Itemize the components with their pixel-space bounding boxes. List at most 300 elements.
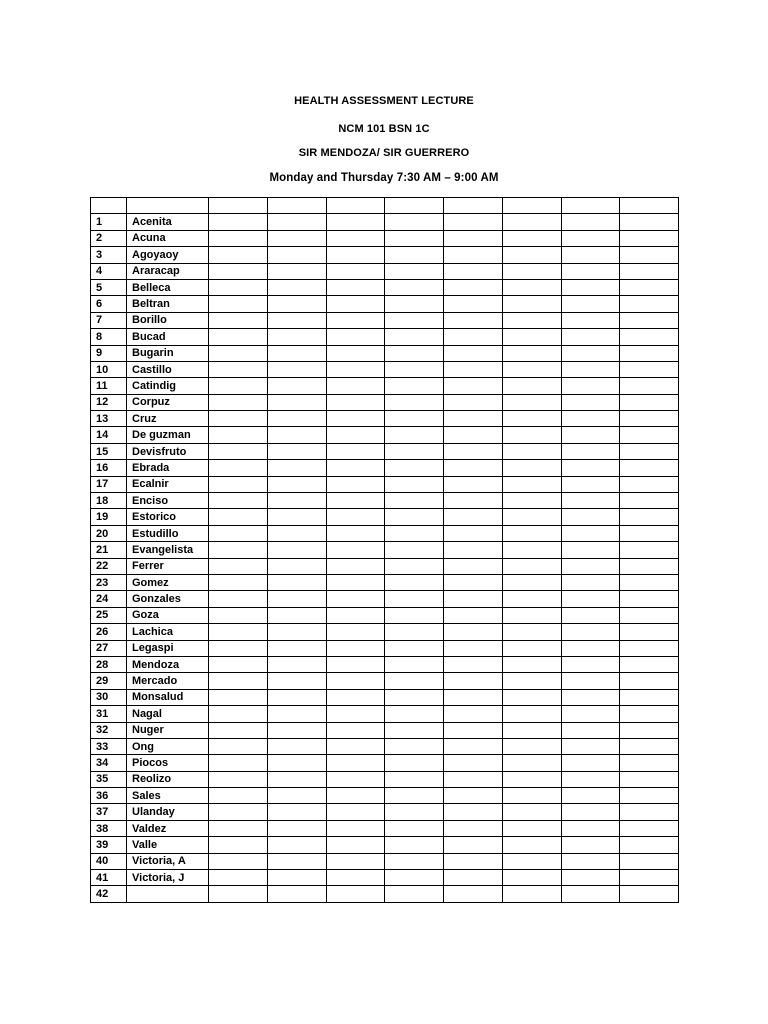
attendance-cell[interactable] bbox=[561, 706, 620, 722]
attendance-cell[interactable] bbox=[267, 574, 326, 590]
attendance-cell[interactable] bbox=[444, 214, 503, 230]
attendance-cell[interactable] bbox=[209, 755, 268, 771]
attendance-cell[interactable] bbox=[620, 345, 679, 361]
attendance-cell[interactable] bbox=[444, 361, 503, 377]
attendance-cell[interactable] bbox=[326, 296, 385, 312]
attendance-cell[interactable] bbox=[326, 771, 385, 787]
attendance-cell[interactable] bbox=[385, 706, 444, 722]
attendance-cell[interactable] bbox=[267, 837, 326, 853]
attendance-cell[interactable] bbox=[444, 411, 503, 427]
attendance-cell[interactable] bbox=[561, 427, 620, 443]
attendance-cell[interactable] bbox=[385, 312, 444, 328]
attendance-cell[interactable] bbox=[444, 788, 503, 804]
attendance-cell[interactable] bbox=[326, 640, 385, 656]
attendance-cell[interactable] bbox=[267, 706, 326, 722]
attendance-cell[interactable] bbox=[561, 640, 620, 656]
attendance-cell[interactable] bbox=[502, 853, 561, 869]
attendance-cell[interactable] bbox=[444, 886, 503, 902]
attendance-cell[interactable] bbox=[620, 820, 679, 836]
attendance-cell[interactable] bbox=[385, 378, 444, 394]
attendance-cell[interactable] bbox=[326, 624, 385, 640]
attendance-cell[interactable] bbox=[209, 345, 268, 361]
attendance-cell[interactable] bbox=[209, 378, 268, 394]
attendance-cell[interactable] bbox=[620, 837, 679, 853]
attendance-cell[interactable] bbox=[444, 640, 503, 656]
attendance-cell[interactable] bbox=[444, 279, 503, 295]
attendance-cell[interactable] bbox=[267, 771, 326, 787]
attendance-cell[interactable] bbox=[209, 788, 268, 804]
attendance-cell[interactable] bbox=[620, 460, 679, 476]
attendance-cell[interactable] bbox=[561, 591, 620, 607]
attendance-cell[interactable] bbox=[502, 837, 561, 853]
attendance-cell[interactable] bbox=[209, 574, 268, 590]
attendance-cell[interactable] bbox=[267, 460, 326, 476]
attendance-cell[interactable] bbox=[561, 886, 620, 902]
attendance-cell[interactable] bbox=[326, 886, 385, 902]
attendance-cell[interactable] bbox=[620, 361, 679, 377]
attendance-cell[interactable] bbox=[209, 673, 268, 689]
attendance-cell[interactable] bbox=[267, 656, 326, 672]
attendance-cell[interactable] bbox=[326, 656, 385, 672]
attendance-cell[interactable] bbox=[502, 443, 561, 459]
attendance-cell[interactable] bbox=[620, 279, 679, 295]
attendance-cell[interactable] bbox=[502, 263, 561, 279]
attendance-cell[interactable] bbox=[502, 574, 561, 590]
attendance-cell[interactable] bbox=[267, 689, 326, 705]
attendance-cell[interactable] bbox=[502, 624, 561, 640]
attendance-cell[interactable] bbox=[267, 853, 326, 869]
attendance-cell[interactable] bbox=[209, 509, 268, 525]
attendance-cell[interactable] bbox=[209, 247, 268, 263]
attendance-cell[interactable] bbox=[385, 279, 444, 295]
attendance-cell[interactable] bbox=[209, 460, 268, 476]
attendance-cell[interactable] bbox=[444, 591, 503, 607]
attendance-cell[interactable] bbox=[561, 230, 620, 246]
attendance-cell[interactable] bbox=[326, 460, 385, 476]
attendance-cell[interactable] bbox=[209, 296, 268, 312]
attendance-cell[interactable] bbox=[620, 640, 679, 656]
attendance-cell[interactable] bbox=[620, 804, 679, 820]
attendance-cell[interactable] bbox=[326, 870, 385, 886]
attendance-cell[interactable] bbox=[502, 312, 561, 328]
attendance-cell[interactable] bbox=[267, 361, 326, 377]
attendance-cell[interactable] bbox=[209, 427, 268, 443]
attendance-cell[interactable] bbox=[561, 296, 620, 312]
attendance-cell[interactable] bbox=[326, 804, 385, 820]
attendance-cell[interactable] bbox=[502, 591, 561, 607]
attendance-cell[interactable] bbox=[267, 345, 326, 361]
attendance-cell[interactable] bbox=[620, 656, 679, 672]
attendance-cell[interactable] bbox=[620, 689, 679, 705]
attendance-cell[interactable] bbox=[326, 853, 385, 869]
attendance-cell[interactable] bbox=[267, 263, 326, 279]
attendance-cell[interactable] bbox=[444, 804, 503, 820]
attendance-cell[interactable] bbox=[385, 689, 444, 705]
attendance-cell[interactable] bbox=[502, 230, 561, 246]
attendance-cell[interactable] bbox=[267, 738, 326, 754]
attendance-cell[interactable] bbox=[561, 788, 620, 804]
attendance-cell[interactable] bbox=[209, 443, 268, 459]
attendance-cell[interactable] bbox=[502, 673, 561, 689]
attendance-cell[interactable] bbox=[502, 755, 561, 771]
attendance-cell[interactable] bbox=[620, 673, 679, 689]
attendance-cell[interactable] bbox=[267, 312, 326, 328]
attendance-cell[interactable] bbox=[502, 886, 561, 902]
attendance-cell[interactable] bbox=[502, 542, 561, 558]
attendance-cell[interactable] bbox=[385, 296, 444, 312]
attendance-cell[interactable] bbox=[385, 476, 444, 492]
attendance-cell[interactable] bbox=[267, 394, 326, 410]
attendance-cell[interactable] bbox=[561, 443, 620, 459]
attendance-cell[interactable] bbox=[326, 394, 385, 410]
attendance-cell[interactable] bbox=[209, 214, 268, 230]
attendance-cell[interactable] bbox=[209, 886, 268, 902]
attendance-cell[interactable] bbox=[385, 542, 444, 558]
attendance-cell[interactable] bbox=[561, 837, 620, 853]
attendance-cell[interactable] bbox=[620, 378, 679, 394]
attendance-cell[interactable] bbox=[209, 591, 268, 607]
attendance-cell[interactable] bbox=[502, 706, 561, 722]
attendance-cell[interactable] bbox=[561, 607, 620, 623]
attendance-cell[interactable] bbox=[385, 656, 444, 672]
attendance-cell[interactable] bbox=[561, 525, 620, 541]
attendance-cell[interactable] bbox=[267, 378, 326, 394]
attendance-cell[interactable] bbox=[502, 361, 561, 377]
attendance-cell[interactable] bbox=[209, 820, 268, 836]
attendance-cell[interactable] bbox=[385, 837, 444, 853]
attendance-cell[interactable] bbox=[444, 542, 503, 558]
attendance-cell[interactable] bbox=[502, 296, 561, 312]
attendance-cell[interactable] bbox=[326, 722, 385, 738]
attendance-cell[interactable] bbox=[209, 476, 268, 492]
attendance-cell[interactable] bbox=[502, 738, 561, 754]
attendance-cell[interactable] bbox=[561, 329, 620, 345]
attendance-cell[interactable] bbox=[326, 689, 385, 705]
attendance-cell[interactable] bbox=[209, 853, 268, 869]
attendance-cell[interactable] bbox=[620, 755, 679, 771]
attendance-cell[interactable] bbox=[620, 870, 679, 886]
attendance-cell[interactable] bbox=[561, 574, 620, 590]
attendance-cell[interactable] bbox=[385, 493, 444, 509]
attendance-cell[interactable] bbox=[326, 509, 385, 525]
attendance-cell[interactable] bbox=[326, 755, 385, 771]
attendance-cell[interactable] bbox=[326, 591, 385, 607]
attendance-cell[interactable] bbox=[444, 509, 503, 525]
attendance-cell[interactable] bbox=[502, 656, 561, 672]
attendance-cell[interactable] bbox=[620, 493, 679, 509]
attendance-cell[interactable] bbox=[267, 788, 326, 804]
attendance-cell[interactable] bbox=[561, 722, 620, 738]
attendance-cell[interactable] bbox=[620, 738, 679, 754]
attendance-cell[interactable] bbox=[267, 591, 326, 607]
attendance-cell[interactable] bbox=[444, 378, 503, 394]
attendance-cell[interactable] bbox=[267, 329, 326, 345]
attendance-cell[interactable] bbox=[209, 689, 268, 705]
attendance-cell[interactable] bbox=[267, 411, 326, 427]
attendance-cell[interactable] bbox=[502, 558, 561, 574]
attendance-cell[interactable] bbox=[620, 542, 679, 558]
attendance-cell[interactable] bbox=[385, 443, 444, 459]
attendance-cell[interactable] bbox=[561, 312, 620, 328]
attendance-cell[interactable] bbox=[385, 738, 444, 754]
attendance-cell[interactable] bbox=[326, 476, 385, 492]
attendance-cell[interactable] bbox=[561, 247, 620, 263]
attendance-cell[interactable] bbox=[209, 361, 268, 377]
attendance-cell[interactable] bbox=[444, 493, 503, 509]
attendance-cell[interactable] bbox=[502, 329, 561, 345]
attendance-cell[interactable] bbox=[444, 296, 503, 312]
attendance-cell[interactable] bbox=[267, 525, 326, 541]
attendance-cell[interactable] bbox=[620, 296, 679, 312]
attendance-cell[interactable] bbox=[561, 460, 620, 476]
attendance-cell[interactable] bbox=[385, 820, 444, 836]
attendance-cell[interactable] bbox=[209, 263, 268, 279]
attendance-cell[interactable] bbox=[502, 804, 561, 820]
attendance-cell[interactable] bbox=[502, 394, 561, 410]
attendance-cell[interactable] bbox=[561, 689, 620, 705]
attendance-cell[interactable] bbox=[502, 427, 561, 443]
attendance-cell[interactable] bbox=[561, 771, 620, 787]
attendance-cell[interactable] bbox=[267, 804, 326, 820]
attendance-cell[interactable] bbox=[385, 525, 444, 541]
attendance-cell[interactable] bbox=[502, 493, 561, 509]
attendance-cell[interactable] bbox=[209, 640, 268, 656]
attendance-cell[interactable] bbox=[561, 870, 620, 886]
attendance-cell[interactable] bbox=[620, 263, 679, 279]
attendance-cell[interactable] bbox=[267, 722, 326, 738]
attendance-cell[interactable] bbox=[502, 411, 561, 427]
attendance-cell[interactable] bbox=[502, 820, 561, 836]
attendance-cell[interactable] bbox=[444, 853, 503, 869]
attendance-cell[interactable] bbox=[561, 509, 620, 525]
attendance-cell[interactable] bbox=[385, 574, 444, 590]
attendance-cell[interactable] bbox=[444, 558, 503, 574]
attendance-cell[interactable] bbox=[326, 247, 385, 263]
attendance-cell[interactable] bbox=[444, 820, 503, 836]
attendance-cell[interactable] bbox=[620, 394, 679, 410]
attendance-cell[interactable] bbox=[444, 460, 503, 476]
attendance-cell[interactable] bbox=[209, 525, 268, 541]
attendance-cell[interactable] bbox=[209, 558, 268, 574]
attendance-cell[interactable] bbox=[620, 411, 679, 427]
attendance-cell[interactable] bbox=[267, 558, 326, 574]
attendance-cell[interactable] bbox=[326, 493, 385, 509]
attendance-cell[interactable] bbox=[561, 853, 620, 869]
attendance-cell[interactable] bbox=[502, 722, 561, 738]
attendance-cell[interactable] bbox=[326, 361, 385, 377]
attendance-cell[interactable] bbox=[326, 574, 385, 590]
attendance-cell[interactable] bbox=[620, 427, 679, 443]
attendance-cell[interactable] bbox=[620, 509, 679, 525]
attendance-cell[interactable] bbox=[444, 673, 503, 689]
attendance-cell[interactable] bbox=[209, 230, 268, 246]
attendance-cell[interactable] bbox=[209, 771, 268, 787]
attendance-cell[interactable] bbox=[267, 673, 326, 689]
attendance-cell[interactable] bbox=[326, 788, 385, 804]
attendance-cell[interactable] bbox=[620, 476, 679, 492]
attendance-cell[interactable] bbox=[444, 607, 503, 623]
attendance-cell[interactable] bbox=[267, 870, 326, 886]
attendance-cell[interactable] bbox=[444, 427, 503, 443]
attendance-cell[interactable] bbox=[267, 624, 326, 640]
attendance-cell[interactable] bbox=[209, 738, 268, 754]
attendance-cell[interactable] bbox=[385, 640, 444, 656]
attendance-cell[interactable] bbox=[385, 460, 444, 476]
attendance-cell[interactable] bbox=[385, 411, 444, 427]
attendance-cell[interactable] bbox=[267, 476, 326, 492]
attendance-cell[interactable] bbox=[267, 886, 326, 902]
attendance-cell[interactable] bbox=[267, 296, 326, 312]
attendance-cell[interactable] bbox=[209, 607, 268, 623]
attendance-cell[interactable] bbox=[385, 591, 444, 607]
attendance-cell[interactable] bbox=[502, 788, 561, 804]
attendance-cell[interactable] bbox=[444, 706, 503, 722]
attendance-cell[interactable] bbox=[385, 607, 444, 623]
attendance-cell[interactable] bbox=[444, 656, 503, 672]
attendance-cell[interactable] bbox=[502, 214, 561, 230]
attendance-cell[interactable] bbox=[620, 525, 679, 541]
attendance-cell[interactable] bbox=[326, 706, 385, 722]
attendance-cell[interactable] bbox=[502, 640, 561, 656]
attendance-cell[interactable] bbox=[620, 607, 679, 623]
attendance-cell[interactable] bbox=[620, 591, 679, 607]
attendance-cell[interactable] bbox=[620, 886, 679, 902]
attendance-cell[interactable] bbox=[267, 443, 326, 459]
attendance-cell[interactable] bbox=[502, 607, 561, 623]
attendance-cell[interactable] bbox=[444, 755, 503, 771]
attendance-cell[interactable] bbox=[326, 345, 385, 361]
attendance-cell[interactable] bbox=[444, 525, 503, 541]
attendance-cell[interactable] bbox=[561, 558, 620, 574]
attendance-cell[interactable] bbox=[444, 738, 503, 754]
attendance-cell[interactable] bbox=[267, 214, 326, 230]
attendance-cell[interactable] bbox=[444, 722, 503, 738]
attendance-cell[interactable] bbox=[267, 755, 326, 771]
attendance-cell[interactable] bbox=[385, 427, 444, 443]
attendance-cell[interactable] bbox=[561, 394, 620, 410]
attendance-cell[interactable] bbox=[385, 722, 444, 738]
attendance-cell[interactable] bbox=[620, 558, 679, 574]
attendance-cell[interactable] bbox=[620, 722, 679, 738]
attendance-cell[interactable] bbox=[209, 804, 268, 820]
attendance-cell[interactable] bbox=[620, 329, 679, 345]
attendance-cell[interactable] bbox=[385, 886, 444, 902]
attendance-cell[interactable] bbox=[385, 345, 444, 361]
attendance-cell[interactable] bbox=[267, 279, 326, 295]
attendance-cell[interactable] bbox=[385, 624, 444, 640]
attendance-cell[interactable] bbox=[326, 542, 385, 558]
attendance-cell[interactable] bbox=[209, 394, 268, 410]
attendance-cell[interactable] bbox=[620, 312, 679, 328]
attendance-cell[interactable] bbox=[561, 378, 620, 394]
attendance-cell[interactable] bbox=[561, 476, 620, 492]
attendance-cell[interactable] bbox=[561, 738, 620, 754]
attendance-cell[interactable] bbox=[502, 525, 561, 541]
attendance-cell[interactable] bbox=[444, 771, 503, 787]
attendance-cell[interactable] bbox=[209, 706, 268, 722]
attendance-cell[interactable] bbox=[502, 247, 561, 263]
attendance-cell[interactable] bbox=[326, 607, 385, 623]
attendance-cell[interactable] bbox=[326, 329, 385, 345]
attendance-cell[interactable] bbox=[444, 837, 503, 853]
attendance-cell[interactable] bbox=[620, 214, 679, 230]
attendance-cell[interactable] bbox=[502, 509, 561, 525]
attendance-cell[interactable] bbox=[209, 624, 268, 640]
attendance-cell[interactable] bbox=[326, 279, 385, 295]
attendance-cell[interactable] bbox=[502, 345, 561, 361]
attendance-cell[interactable] bbox=[561, 361, 620, 377]
attendance-cell[interactable] bbox=[326, 378, 385, 394]
attendance-cell[interactable] bbox=[326, 411, 385, 427]
attendance-cell[interactable] bbox=[444, 870, 503, 886]
attendance-cell[interactable] bbox=[326, 230, 385, 246]
attendance-cell[interactable] bbox=[561, 656, 620, 672]
attendance-cell[interactable] bbox=[561, 820, 620, 836]
attendance-cell[interactable] bbox=[385, 214, 444, 230]
attendance-cell[interactable] bbox=[209, 656, 268, 672]
attendance-cell[interactable] bbox=[385, 870, 444, 886]
attendance-cell[interactable] bbox=[385, 361, 444, 377]
attendance-cell[interactable] bbox=[209, 493, 268, 509]
attendance-cell[interactable] bbox=[502, 378, 561, 394]
attendance-cell[interactable] bbox=[620, 706, 679, 722]
attendance-cell[interactable] bbox=[502, 460, 561, 476]
attendance-cell[interactable] bbox=[385, 509, 444, 525]
attendance-cell[interactable] bbox=[620, 624, 679, 640]
attendance-cell[interactable] bbox=[502, 476, 561, 492]
attendance-cell[interactable] bbox=[620, 788, 679, 804]
attendance-cell[interactable] bbox=[385, 804, 444, 820]
attendance-cell[interactable] bbox=[561, 279, 620, 295]
attendance-cell[interactable] bbox=[620, 853, 679, 869]
attendance-cell[interactable] bbox=[209, 279, 268, 295]
attendance-cell[interactable] bbox=[385, 673, 444, 689]
attendance-cell[interactable] bbox=[326, 673, 385, 689]
attendance-cell[interactable] bbox=[502, 771, 561, 787]
attendance-cell[interactable] bbox=[561, 624, 620, 640]
attendance-cell[interactable] bbox=[444, 263, 503, 279]
attendance-cell[interactable] bbox=[209, 870, 268, 886]
attendance-cell[interactable] bbox=[444, 329, 503, 345]
attendance-cell[interactable] bbox=[444, 476, 503, 492]
attendance-cell[interactable] bbox=[209, 722, 268, 738]
attendance-cell[interactable] bbox=[267, 230, 326, 246]
attendance-cell[interactable] bbox=[385, 853, 444, 869]
attendance-cell[interactable] bbox=[209, 312, 268, 328]
attendance-cell[interactable] bbox=[385, 394, 444, 410]
attendance-cell[interactable] bbox=[267, 607, 326, 623]
attendance-cell[interactable] bbox=[620, 771, 679, 787]
attendance-cell[interactable] bbox=[267, 427, 326, 443]
attendance-cell[interactable] bbox=[385, 771, 444, 787]
attendance-cell[interactable] bbox=[326, 525, 385, 541]
attendance-cell[interactable] bbox=[385, 558, 444, 574]
attendance-cell[interactable] bbox=[502, 689, 561, 705]
attendance-cell[interactable] bbox=[561, 673, 620, 689]
attendance-cell[interactable] bbox=[444, 345, 503, 361]
attendance-cell[interactable] bbox=[444, 394, 503, 410]
attendance-cell[interactable] bbox=[561, 493, 620, 509]
attendance-cell[interactable] bbox=[326, 837, 385, 853]
attendance-cell[interactable] bbox=[385, 263, 444, 279]
attendance-cell[interactable] bbox=[561, 214, 620, 230]
attendance-cell[interactable] bbox=[561, 542, 620, 558]
attendance-cell[interactable] bbox=[267, 820, 326, 836]
attendance-cell[interactable] bbox=[385, 755, 444, 771]
attendance-cell[interactable] bbox=[502, 279, 561, 295]
attendance-cell[interactable] bbox=[326, 312, 385, 328]
attendance-cell[interactable] bbox=[326, 263, 385, 279]
